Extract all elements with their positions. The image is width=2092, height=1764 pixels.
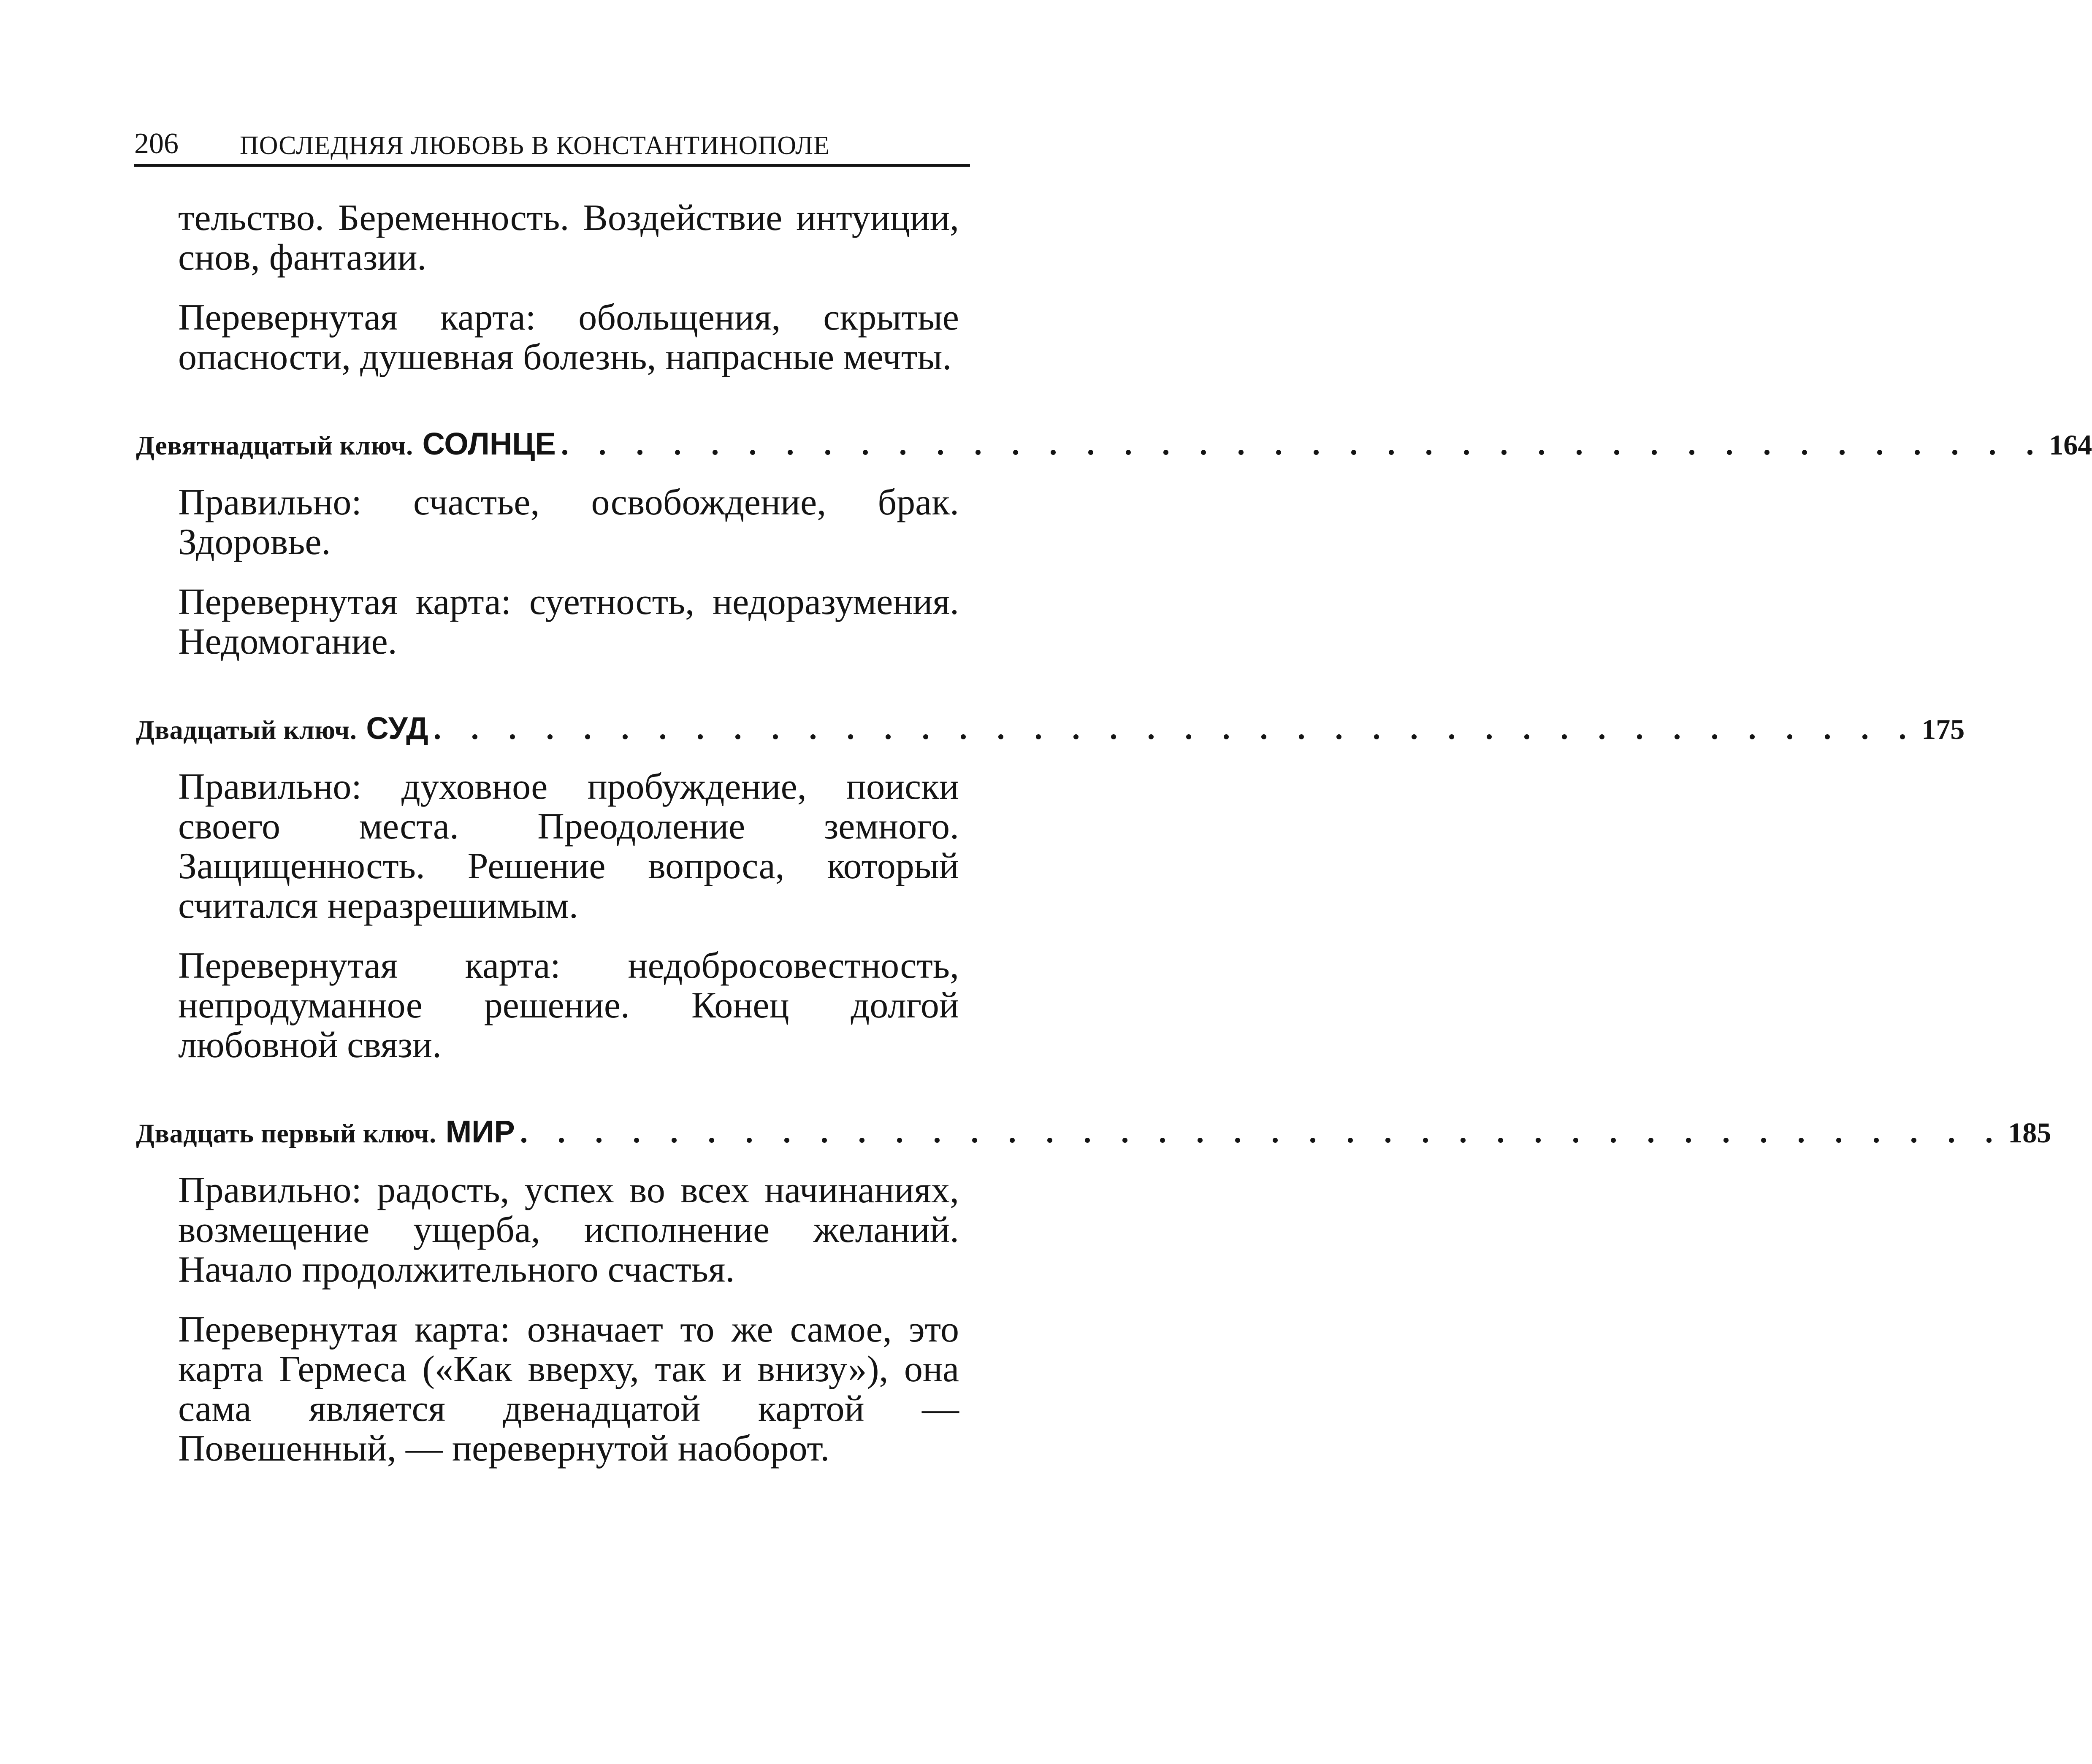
reversed-paragraph: Перевернутая карта: суетность, недоразумения. Недомогание. — [178, 582, 959, 662]
page-content — [136, 198, 2092, 1489]
reversed-paragraph: Перевернутая карта: недобросовестность, непродуманное решение. Конец долгой любовной связи. — [178, 945, 959, 1066]
entry-label: Двадцатый ключ. — [136, 715, 357, 745]
entry-title: СОЛНЦЕ — [422, 426, 556, 461]
entry-page-number: 164 — [2049, 429, 2092, 461]
header-rule — [134, 164, 970, 167]
page-number: 206 — [134, 127, 179, 160]
entry-label: Девятнадцатый ключ. — [136, 430, 413, 460]
dot-leader: . . . . . . . . . . . . . . . . . . . . . . . . . . . . . . . . . . . . . . . . — [433, 712, 1918, 746]
dot-leader: . . . . . . . . . . . . . . . . . . . . . . . . . . . . . . . . . . . . . . . . — [520, 1115, 2004, 1150]
toc-entry-judgement — [136, 710, 1965, 747]
entry-title: МИР — [445, 1114, 515, 1149]
upright-paragraph: Правильно: счастье, освобождение, брак. Здоровье. — [178, 482, 959, 563]
toc-entry-sun — [136, 426, 2092, 463]
entry-page-number: 185 — [2008, 1117, 2051, 1149]
upright-paragraph: Правильно: радость, успех во всех начинаниях, возмещение ущерба, исполнение желаний. Начало продолжительного счастья. — [178, 1170, 959, 1290]
entry-label: Двадцать первый ключ. — [136, 1118, 436, 1148]
upright-paragraph: Правильно: духовное пробуждение, поиски своего места. Преодоление земного. Защищенность. Решение вопроса, который считался неразрешимым. — [178, 766, 959, 926]
entry-title: СУД — [366, 711, 428, 746]
toc-entry-world — [136, 1114, 2051, 1150]
dot-leader: . . . . . . . . . . . . . . . . . . . . . . . . . . . . . . . . . . . . . . . . — [561, 427, 2045, 462]
reversed-paragraph: Перевернутая карта: означает то же самое, это карта Гермеса («Как вверху, так и внизу»), она сама является двенадцатой картой — Повешенный, — перевернутой наоборот. — [178, 1309, 959, 1469]
reversed-paragraph: Перевернутая карта: обольщения, скрытые опасности, душевная болезнь, напрасные мечты. — [178, 297, 959, 378]
continued-paragraph: тельство. Беременность. Воздействие интуиции, снов, фантазии. — [178, 198, 959, 278]
running-head — [134, 120, 970, 167]
entry-page-number: 175 — [1921, 713, 1965, 745]
running-title: ПОСЛЕДНЯЯ ЛЮБОВЬ В КОНСТАНТИНОПОЛЕ — [240, 131, 830, 160]
